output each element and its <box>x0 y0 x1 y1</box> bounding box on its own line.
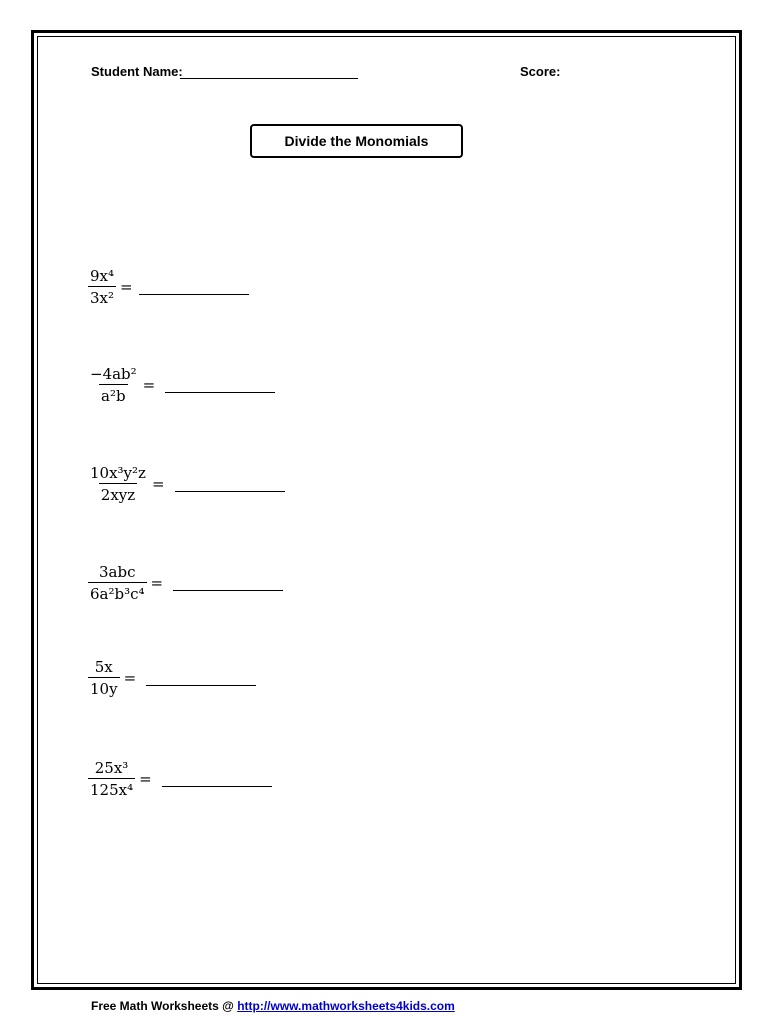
problem-1 <box>88 265 249 309</box>
fraction <box>88 658 120 698</box>
fraction <box>88 365 139 405</box>
score-label: Score: <box>520 64 561 79</box>
footer-text: Free Math Worksheets @ <box>91 999 238 1013</box>
problem-5 <box>88 656 256 700</box>
numerator: −4ab² <box>90 365 137 383</box>
student-name-label: Student Name: <box>91 64 183 79</box>
answer-blank <box>146 685 256 686</box>
numerator: 3abc <box>99 563 136 581</box>
denominator: 125x⁴ <box>88 778 135 799</box>
equals-sign: = <box>150 574 164 592</box>
problem-2 <box>88 363 275 407</box>
answer-blank <box>165 392 275 393</box>
problem-6 <box>88 757 272 801</box>
problem-3 <box>88 462 285 506</box>
student-name-blank <box>180 78 358 79</box>
fraction <box>88 464 148 504</box>
denominator: 2xyz <box>99 483 137 504</box>
denominator: 6a²b³c⁴ <box>88 582 147 603</box>
equals-sign: = <box>142 376 156 394</box>
fraction <box>88 267 116 307</box>
answer-blank <box>173 590 283 591</box>
numerator: 25x³ <box>94 759 129 777</box>
equals-sign: = <box>151 475 165 493</box>
denominator: 10y <box>88 677 120 698</box>
page-border-inner <box>37 36 736 984</box>
worksheet-title <box>250 124 463 158</box>
fraction <box>88 759 135 799</box>
fraction <box>88 563 147 603</box>
worksheet-title-text: Divide the Monomials <box>284 133 429 149</box>
footer <box>91 999 455 1013</box>
denominator: 3x² <box>88 286 116 307</box>
answer-blank <box>162 786 272 787</box>
numerator: 9x⁴ <box>90 267 115 285</box>
answer-blank <box>139 294 249 295</box>
numerator: 10x³y²z <box>90 464 146 482</box>
equals-sign: = <box>139 770 152 788</box>
numerator: 5x <box>94 658 113 676</box>
equals-sign: = <box>120 278 133 296</box>
equals-sign: = <box>123 669 137 687</box>
problem-4 <box>88 561 283 605</box>
answer-blank <box>175 491 285 492</box>
footer-link[interactable]: http://www.mathworksheets4kids.com <box>237 999 455 1013</box>
denominator: a²b <box>99 384 128 405</box>
